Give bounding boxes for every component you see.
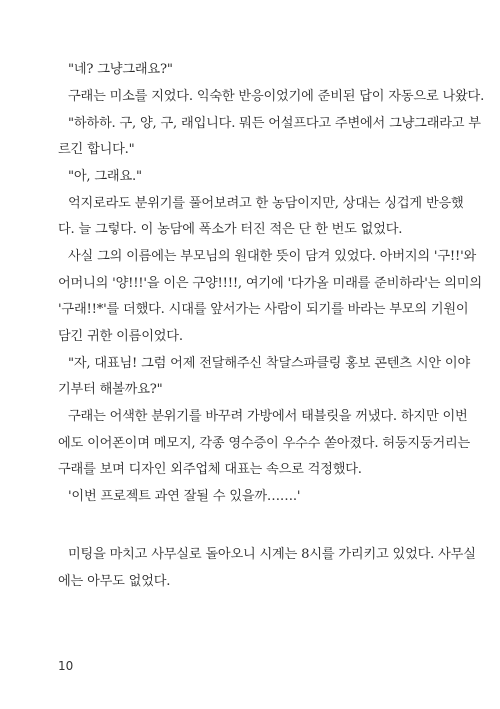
text-line: '이번 프로젝트 과연 잘될 수 있을까…….' xyxy=(68,489,301,504)
text-line: "네? 그냥그래요?" xyxy=(68,62,173,77)
text-line: 미팅을 마치고 사무실로 돌아오니 시계는 8시를 가리키고 있었다. 사무실 xyxy=(68,547,476,562)
text-line: 억지로라도 분위기를 풀어보려고 한 농담이지만, 상대는 싱겁게 반응했 xyxy=(68,196,464,211)
text-line: 구래는 어색한 분위기를 바꾸려 가방에서 태블릿을 꺼냈다. 하지만 이번 xyxy=(68,409,468,424)
page-number: 10 xyxy=(58,659,74,673)
text-line: 다. 늘 그렇다. 이 농담에 폭소가 터진 적은 단 한 번도 없었다. xyxy=(58,222,403,237)
text-line: '구래!!*'를 더했다. 시대를 앞서가는 사람이 되기를 바라는 부모의 기원이 xyxy=(58,302,469,317)
text-line: 기부터 해볼까요?" xyxy=(58,382,163,397)
text-line: 사실 그의 이름에는 부모님의 원대한 뜻이 담겨 있었다. 아버지의 '구!!'와 xyxy=(68,249,477,264)
text-line: 어머니의 '양!!!'을 이은 구양!!!!, 여기에 '다가올 미래를 준비하라'는 의미의 xyxy=(58,276,482,291)
text-line: 구래는 미소를 지었다. 익숙한 반응이었기에 준비된 답이 자동으로 나왔다. xyxy=(68,89,485,104)
text-line: 에도 이어폰이며 메모지, 각종 영수증이 우수수 쏟아졌다. 허둥지둥거리는 xyxy=(58,436,471,451)
text-line: 구래를 보며 디자인 외주업체 대표는 속으로 걱정했다. xyxy=(58,462,362,477)
text-line: "아, 그래요." xyxy=(68,169,142,184)
text-line: "자, 대표님! 그럼 어제 전달해주신 착달스파클링 홍보 콘텐츠 시안 이야 xyxy=(68,356,470,371)
text-line: "하하하. 구, 양, 구, 래입니다. 뭐든 어설프다고 주변에서 그냥그래라고 부 xyxy=(68,116,481,131)
text-line: 담긴 귀한 이름이었다. xyxy=(58,329,183,344)
text-line: 르긴 합니다." xyxy=(58,142,135,157)
text-line: 에는 아무도 없었다. xyxy=(58,574,171,589)
